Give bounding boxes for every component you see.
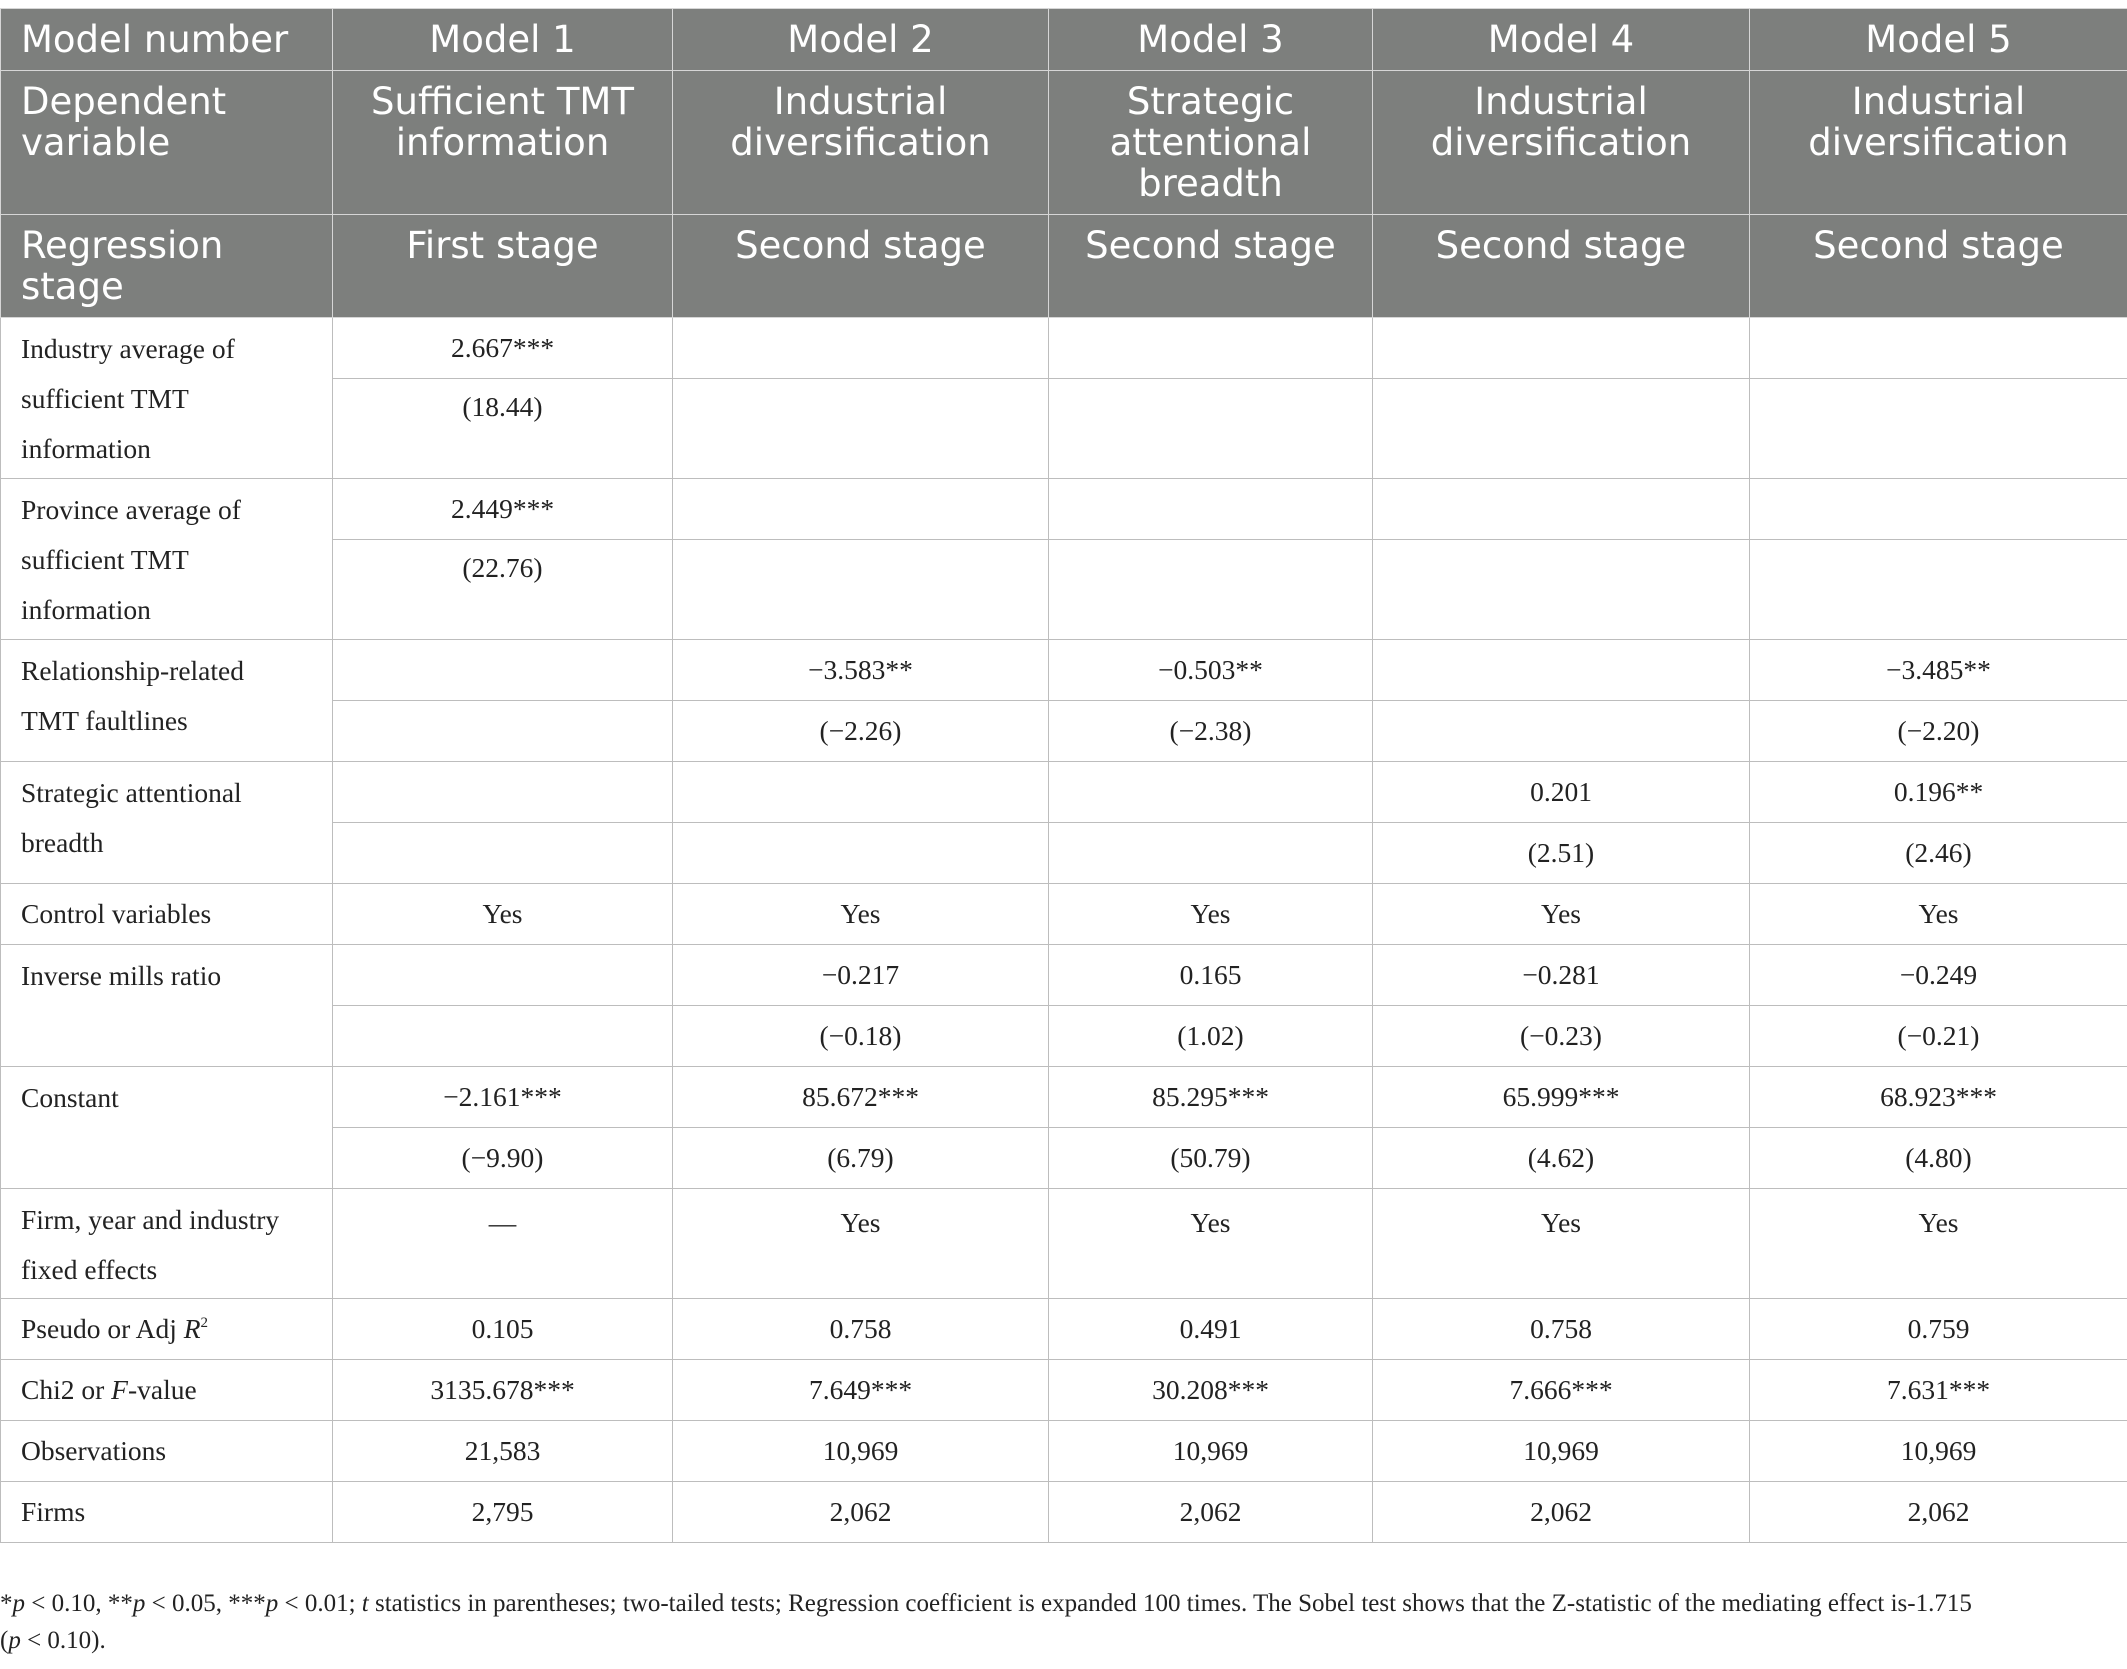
coef-cell: 85.672***	[673, 1067, 1049, 1128]
value-cell: Yes	[1373, 884, 1750, 945]
value-cell: 3135.678***	[333, 1360, 673, 1421]
row-label-faultlines: Relationship-related TMT faultlines	[1, 640, 333, 762]
coef-cell	[1750, 318, 2127, 379]
coef-cell	[673, 479, 1049, 540]
coef-cell: −0.281	[1373, 945, 1750, 1006]
row-label-industry-average: Industry average of sufficient TMT information	[1, 318, 333, 479]
table-row	[1, 1067, 2127, 1128]
value-cell: —	[333, 1189, 673, 1299]
t-stat-cell: (18.44)	[333, 379, 673, 479]
coef-cell	[333, 640, 673, 701]
value-cell: Yes	[1049, 1189, 1373, 1299]
t-stat-cell: (−2.20)	[1750, 701, 2127, 762]
value-cell: Yes	[1049, 884, 1373, 945]
table-row	[1, 640, 2127, 701]
model-number-label: Model number	[1, 9, 333, 71]
coef-cell: 65.999***	[1373, 1067, 1750, 1128]
header-row-model-number	[1, 9, 2127, 71]
regression-stage-label: Regression stage	[1, 215, 333, 318]
t-stat-cell: (22.76)	[333, 540, 673, 640]
coef-cell: −0.217	[673, 945, 1049, 1006]
row-label-firms: Firms	[1, 1482, 333, 1543]
row-label-inverse-mills: Inverse mills ratio	[1, 945, 333, 1067]
table-row	[1, 1482, 2127, 1543]
value-cell: 0.759	[1750, 1299, 2127, 1360]
t-stat-cell: (−2.38)	[1049, 701, 1373, 762]
regression-stage-model-4: Second stage	[1373, 215, 1750, 318]
value-cell: 21,583	[333, 1421, 673, 1482]
row-label-province-average: Province average of sufficient TMT information	[1, 479, 333, 640]
t-stat-cell: (2.46)	[1750, 823, 2127, 884]
coef-cell: −3.485**	[1750, 640, 2127, 701]
table-row	[1, 762, 2127, 823]
table-row	[1, 1189, 2127, 1299]
coef-cell: 2.667***	[333, 318, 673, 379]
coef-cell	[1049, 318, 1373, 379]
table-row	[1, 318, 2127, 379]
t-stat-cell	[1750, 540, 2127, 640]
value-cell: Yes	[1373, 1189, 1750, 1299]
row-label-constant: Constant	[1, 1067, 333, 1189]
model-2-header: Model 2	[673, 9, 1049, 71]
value-cell: 7.631***	[1750, 1360, 2127, 1421]
coef-cell	[1373, 479, 1750, 540]
t-stat-cell	[1049, 823, 1373, 884]
header-row-regression-stage	[1, 215, 2127, 318]
t-stat-cell: (−2.26)	[673, 701, 1049, 762]
regression-results-table	[0, 8, 2127, 1543]
value-cell: Yes	[333, 884, 673, 945]
value-cell: 7.649***	[673, 1360, 1049, 1421]
row-label-control-variables: Control variables	[1, 884, 333, 945]
value-cell: 10,969	[1049, 1421, 1373, 1482]
t-stat-cell: (1.02)	[1049, 1006, 1373, 1067]
t-stat-cell: (2.51)	[1373, 823, 1750, 884]
table-row	[1, 1360, 2127, 1421]
regression-stage-model-5: Second stage	[1750, 215, 2127, 318]
value-cell: 10,969	[1750, 1421, 2127, 1482]
value-cell: 30.208***	[1049, 1360, 1373, 1421]
value-cell: 10,969	[1373, 1421, 1750, 1482]
dependent-variable-model-1: Sufficient TMT information	[333, 71, 673, 215]
row-label-fixed-effects: Firm, year and industry fixed effects	[1, 1189, 333, 1299]
coef-cell: 0.201	[1373, 762, 1750, 823]
t-stat-cell: (−0.21)	[1750, 1006, 2127, 1067]
table-footnote: *p < 0.10, **p < 0.05, ***p < 0.01; t statistics in parentheses; two-tailed tests; Regression coefficient is expanded 100 times. The Sobel test shows that the Z-statistic of the mediating effect is-1.715 (p < 0.10).	[0, 1590, 1972, 1654]
t-stat-cell	[1373, 540, 1750, 640]
coef-cell	[1049, 479, 1373, 540]
model-1-header: Model 1	[333, 9, 673, 71]
value-cell: 10,969	[673, 1421, 1049, 1482]
t-stat-cell	[673, 379, 1049, 479]
table-row	[1, 884, 2127, 945]
coef-cell: 2.449***	[333, 479, 673, 540]
model-4-header: Model 4	[1373, 9, 1750, 71]
t-stat-cell	[673, 540, 1049, 640]
dependent-variable-label: Dependent variable	[1, 71, 333, 215]
regression-stage-model-1: First stage	[333, 215, 673, 318]
row-label-pseudo-r2: Pseudo or Adj $R^2$	[1, 1299, 333, 1360]
t-stat-cell	[1373, 379, 1750, 479]
coef-cell: 68.923***	[1750, 1067, 2127, 1128]
table-row	[1, 1421, 2127, 1482]
coef-cell: 85.295***	[1049, 1067, 1373, 1128]
regression-stage-model-2: Second stage	[673, 215, 1049, 318]
t-stat-cell	[333, 701, 673, 762]
t-stat-cell: (4.80)	[1750, 1128, 2127, 1189]
regression-stage-model-3: Second stage	[1049, 215, 1373, 318]
model-5-header: Model 5	[1750, 9, 2127, 71]
coef-cell: −3.583**	[673, 640, 1049, 701]
coef-cell	[673, 318, 1049, 379]
t-stat-cell: (50.79)	[1049, 1128, 1373, 1189]
value-cell: 2,795	[333, 1482, 673, 1543]
coef-cell	[333, 762, 673, 823]
value-cell: 0.758	[673, 1299, 1049, 1360]
value-cell: 7.666***	[1373, 1360, 1750, 1421]
dependent-variable-model-3: Strategic attentional breadth	[1049, 71, 1373, 215]
t-stat-cell: (−9.90)	[333, 1128, 673, 1189]
table-row	[1, 1299, 2127, 1360]
table-row	[1, 945, 2127, 1006]
t-stat-cell: (−0.18)	[673, 1006, 1049, 1067]
t-stat-cell: (6.79)	[673, 1128, 1049, 1189]
t-stat-cell: (4.62)	[1373, 1128, 1750, 1189]
value-cell: Yes	[673, 884, 1049, 945]
row-label-attentional-breadth: Strategic attentional breadth	[1, 762, 333, 884]
value-cell: 2,062	[673, 1482, 1049, 1543]
t-stat-cell	[333, 823, 673, 884]
coef-cell	[1373, 640, 1750, 701]
value-cell: 0.105	[333, 1299, 673, 1360]
coef-cell: −0.503**	[1049, 640, 1373, 701]
coef-cell	[1373, 318, 1750, 379]
value-cell: Yes	[673, 1189, 1049, 1299]
value-cell: 0.758	[1373, 1299, 1750, 1360]
row-label-observations: Observations	[1, 1421, 333, 1482]
value-cell: 2,062	[1750, 1482, 2127, 1543]
t-stat-cell	[673, 823, 1049, 884]
value-cell: Yes	[1750, 884, 2127, 945]
t-stat-cell	[1750, 379, 2127, 479]
value-cell: 0.491	[1049, 1299, 1373, 1360]
t-stat-cell: (−0.23)	[1373, 1006, 1750, 1067]
coef-cell	[333, 945, 673, 1006]
value-cell: 2,062	[1373, 1482, 1750, 1543]
coef-cell: −0.249	[1750, 945, 2127, 1006]
coef-cell: −2.161***	[333, 1067, 673, 1128]
dependent-variable-model-2: Industrial diversification	[673, 71, 1049, 215]
coef-cell: 0.196**	[1750, 762, 2127, 823]
coef-cell	[673, 762, 1049, 823]
header-row-dependent-variable	[1, 71, 2127, 215]
coef-cell	[1750, 479, 2127, 540]
dependent-variable-model-4: Industrial diversification	[1373, 71, 1750, 215]
t-stat-cell	[1049, 540, 1373, 640]
coef-cell	[1049, 762, 1373, 823]
value-cell: 2,062	[1049, 1482, 1373, 1543]
value-cell: Yes	[1750, 1189, 2127, 1299]
row-label-chi2: Chi2 or F-value	[1, 1360, 333, 1421]
t-stat-cell	[333, 1006, 673, 1067]
model-3-header: Model 3	[1049, 9, 1373, 71]
t-stat-cell	[1049, 379, 1373, 479]
dependent-variable-model-5: Industrial diversification	[1750, 71, 2127, 215]
coef-cell: 0.165	[1049, 945, 1373, 1006]
t-stat-cell	[1373, 701, 1750, 762]
table-row	[1, 479, 2127, 540]
